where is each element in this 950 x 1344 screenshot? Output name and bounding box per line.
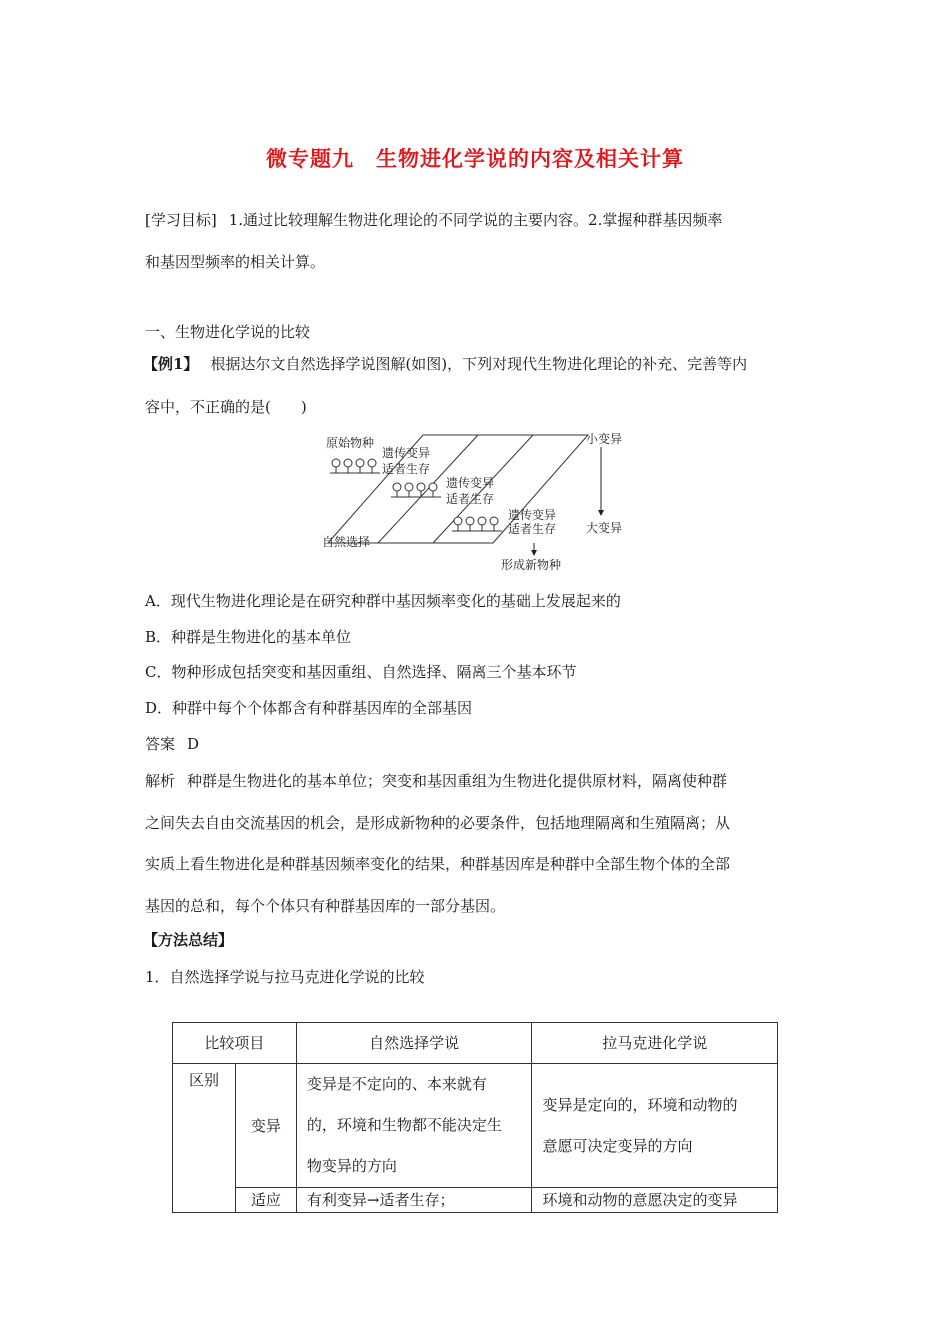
table-row bbox=[173, 1064, 778, 1188]
answer-label: 答案 bbox=[145, 735, 176, 753]
cell-line: 物变异的方向 bbox=[306, 1157, 397, 1175]
analysis-label: 解析 bbox=[145, 772, 176, 790]
section-heading: 一、生物进化学说的比较 bbox=[145, 323, 311, 341]
example-text1: 根据达尔文自然选择学说图解(如图)，下列对现代生物进化理论的补充、完善等内 bbox=[210, 355, 748, 373]
natural-selection-diagram bbox=[318, 425, 628, 575]
cell-natural-variation bbox=[296, 1064, 532, 1188]
learning-goals-line2: 和基因型频率的相关计算。 bbox=[145, 253, 326, 271]
row-item-variation: 变异 bbox=[235, 1064, 296, 1188]
example-question-line1 bbox=[143, 354, 747, 374]
learning-goals-label: [学习目标] bbox=[145, 211, 217, 229]
label-survival-1: 适者生存 bbox=[382, 462, 431, 476]
answer-line bbox=[145, 734, 199, 754]
label-heredity-variation-3: 遗传变异 bbox=[508, 508, 557, 522]
analysis-line3: 实质上看生物进化是种群基因频率变化的结果，种群基因库是种群中全部生物个体的全部 bbox=[145, 855, 731, 873]
option-a: A．现代生物进化理论是在研究种群中基因频率变化的基础上发展起来的 bbox=[145, 592, 621, 610]
row-item-adaptation: 适应 bbox=[235, 1188, 296, 1213]
cell-natural-adaptation: 有利变异→适者生存； bbox=[296, 1188, 532, 1213]
option-c: C．物种形成包括突变和基因重组、自然选择、隔离三个基本环节 bbox=[145, 663, 577, 681]
label-heredity-variation-2: 遗传变异 bbox=[446, 476, 495, 490]
option-d: D．种群中每个个体都含有种群基因库的全部基因 bbox=[145, 699, 473, 717]
cell-line: 变异是定向的，环境和动物的 bbox=[542, 1095, 738, 1114]
cell-line: 的，环境和生物都不能决定生 bbox=[306, 1116, 502, 1134]
label-heredity-variation-1: 遗传变异 bbox=[382, 446, 431, 460]
group-label-difference: 区别 bbox=[173, 1064, 236, 1213]
label-survival-3: 适者生存 bbox=[508, 522, 557, 536]
label-natural-selection: 自然选择 bbox=[322, 535, 371, 549]
table-row bbox=[173, 1188, 778, 1213]
option-b: B．种群是生物进化的基本单位 bbox=[145, 628, 352, 646]
label-large-variation: 大变异 bbox=[586, 521, 623, 535]
analysis-line4: 基因的总和，每个个体只有种群基因库的一部分基因。 bbox=[145, 897, 506, 915]
header-lamarck: 拉马克进化学说 bbox=[532, 1023, 778, 1064]
method-summary-heading: 【方法总结】 bbox=[143, 931, 234, 949]
title-part1: 微专题九 bbox=[266, 147, 354, 171]
example-question-line2: 容中，不正确的是( ) bbox=[145, 398, 307, 416]
answer-value: D bbox=[187, 735, 200, 753]
label-new-species: 形成新物种 bbox=[501, 558, 562, 572]
page-title bbox=[0, 143, 950, 173]
label-original-species: 原始物种 bbox=[326, 436, 375, 450]
label-small-variation: 小变异 bbox=[586, 432, 623, 446]
cell-line: 意愿可决定变异的方向 bbox=[542, 1136, 693, 1155]
learning-goals-text1: 1.通过比较理解生物进化理论的不同学说的主要内容。2.掌握种群基因频率 bbox=[228, 211, 723, 229]
analysis-line2: 之间失去自由交流基因的机会，是形成新物种的必要条件，包括地理隔离和生殖隔离；从 bbox=[145, 814, 731, 832]
table-header-row bbox=[173, 1023, 778, 1064]
label-survival-2: 适者生存 bbox=[446, 492, 495, 506]
learning-goals-line1 bbox=[145, 210, 722, 230]
header-natural-selection: 自然选择学说 bbox=[296, 1023, 532, 1064]
title-part2: 生物进化学说的内容及相关计算 bbox=[376, 147, 684, 171]
analysis-text1: 种群是生物进化的基本单位；突变和基因重组为生物进化提供原材料，隔离使种群 bbox=[187, 772, 728, 790]
comparison-table bbox=[172, 1022, 778, 1213]
header-compare-item: 比较项目 bbox=[173, 1023, 297, 1064]
cell-lamarck-variation bbox=[532, 1064, 778, 1188]
cell-lamarck-adaptation: 环境和动物的意愿决定的变异 bbox=[532, 1188, 778, 1213]
cell-line: 变异是不定向的、本来就有 bbox=[306, 1075, 487, 1093]
analysis-line1 bbox=[145, 771, 727, 791]
example-tag: 【例1】 bbox=[143, 355, 199, 373]
comparison-heading: 1．自然选择学说与拉马克进化学说的比较 bbox=[145, 968, 425, 986]
